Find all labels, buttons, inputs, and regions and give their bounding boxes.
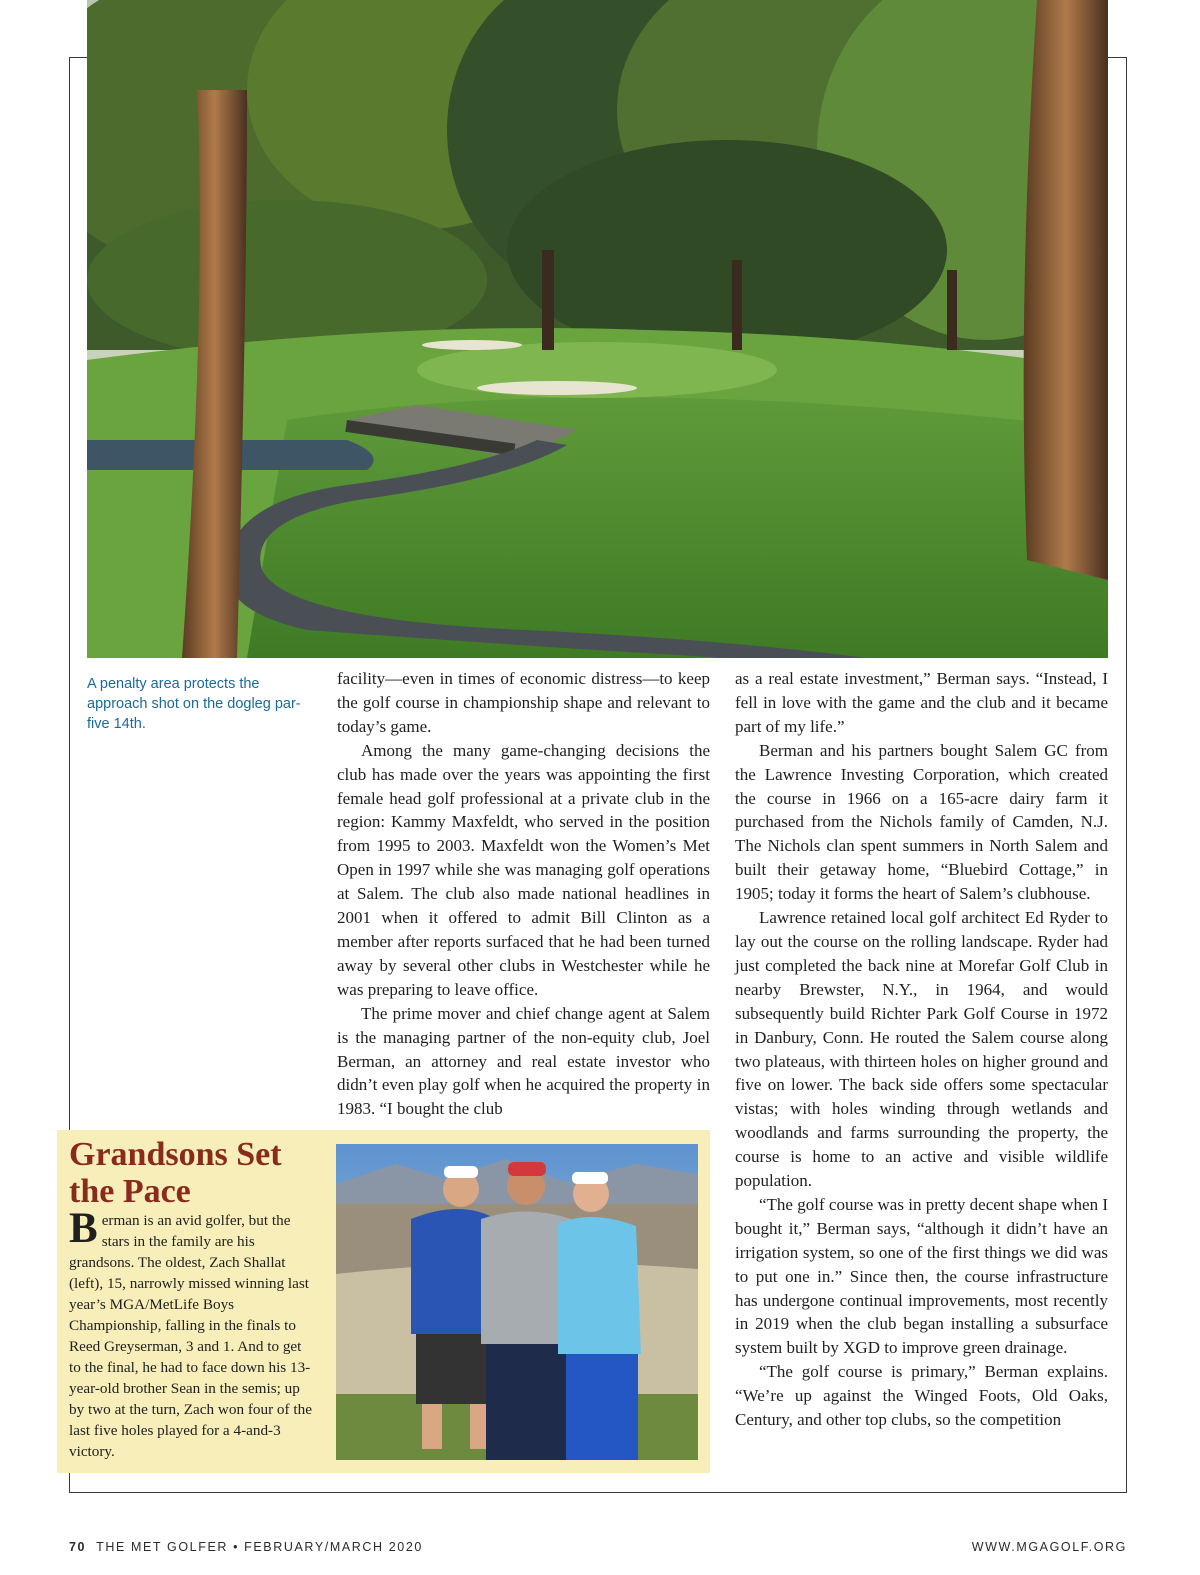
paragraph: “The golf course was in pretty decent shape when I bought it,” Berman says, “although it didn’t have an irrigation system, so one of the first things we did was to put one in.” Since then, the course infrastructure has undergone continual improvements, most recently in 2019 when the club began installing a subsurface system built by XGD to improve green drainage.	[735, 1194, 1108, 1358]
paragraph: The prime mover and chief change agent at Salem is the managing partner of the non-equity club, Joel Berman, an attorney and real estate investor who didn’t even play golf when he acquired the property in 1983. “I bought the club	[337, 1003, 710, 1119]
publication-line: THE MET GOLFER • FEBRUARY/MARCH 2020	[96, 1540, 423, 1554]
grandsons-photo	[336, 1144, 698, 1460]
frame-top-right-tick	[1107, 57, 1127, 58]
paragraph: Among the many game-changing decisions the club has made over the years was appointing the first female head golf professional at a private club in the region: Kammy Maxfeldt, who served in the position from 1995 to 2003. Maxfeldt won the Women’s Met Open in 1997 while she was managing golf operations at Salem. The club also made national headlines in 2001 when it offered to admit Bill Clinton as a member after reports surfaced that he had been turned away by several other clubs in Westchester while he was preparing to leave office.	[337, 740, 710, 999]
article-column-3	[735, 667, 1108, 1432]
paragraph: as a real estate investment,” Berman says. “Instead, I fell in love with the game and the club and it became part of my life.”	[735, 669, 1108, 736]
frame-top-left-tick	[69, 57, 88, 58]
paragraph: “The golf course is primary,” Berman explains. “We’re up against the Winged Foots, Old Oaks, Century, and other top clubs, so the competition	[735, 1362, 1108, 1430]
frame-bottom-rule	[69, 1492, 1127, 1493]
paragraph: Berman and his partners bought Salem GC from the Lawrence Investing Corporation, which created the course in 1966 on a 165-acre dairy farm it purchased from the Nichols family of Camden, N.J. The Nichols clan spent summers in North Salem and built their getaway home, “Bluebird Cottage,” in 1905; today it forms the heart of Salem’s clubhouse.	[735, 740, 1108, 904]
sidebar-body	[69, 1205, 316, 1462]
paragraph: facility—even in times of economic distress—to keep the golf course in championship shape and relevant to today’s game.	[337, 669, 710, 736]
sidebar-title: Grandsons Set the Pace	[69, 1136, 282, 1210]
drop-cap: B	[69, 1205, 98, 1252]
paragraph: Lawrence retained local golf architect Ed Ryder to lay out the course on the rolling landscape. Ryder had just completed the back nine at Morefar Golf Club in nearby Brewster, N.Y., in 1964, and would subsequently build Richter Park Golf Course in 1972 in Danbury, Conn. He routed the Salem course along two plateaus, with thirteen holes on higher ground and five on lower. The back side offers some spectacular vistas; with holes winding through wetlands and woodlands and farms surrounding the property, the course is home to an active and visible wildlife population.	[735, 908, 1108, 1191]
page-number: 70	[69, 1540, 87, 1554]
sidebar-body-text: erman is an avid golfer, but the stars in the family are his grandsons. The oldest, Zach Shallat (left), 15, narrowly missed winning last year’s MGA/MetLife Boys Championship, falling in the finals to Reed Greyserman, 3 and 1. And to get to the final, he had to face down his 13-year-old brother Sean in the semis; up by two at the turn, Zach won four of the last five holes played for a 4-and-3 victory.	[69, 1212, 312, 1460]
sidebar-box	[57, 1130, 710, 1473]
frame-right-rule	[1126, 57, 1127, 1493]
article-column-2	[337, 667, 710, 1121]
photo-caption: A penalty area protects the approach shot on the dogleg par-five 14th.	[87, 676, 301, 732]
footer-website: WWW.MGAGOLF.ORG	[971, 1540, 1127, 1554]
golf-course-photo	[87, 0, 1108, 658]
footer-folio	[69, 1540, 423, 1554]
